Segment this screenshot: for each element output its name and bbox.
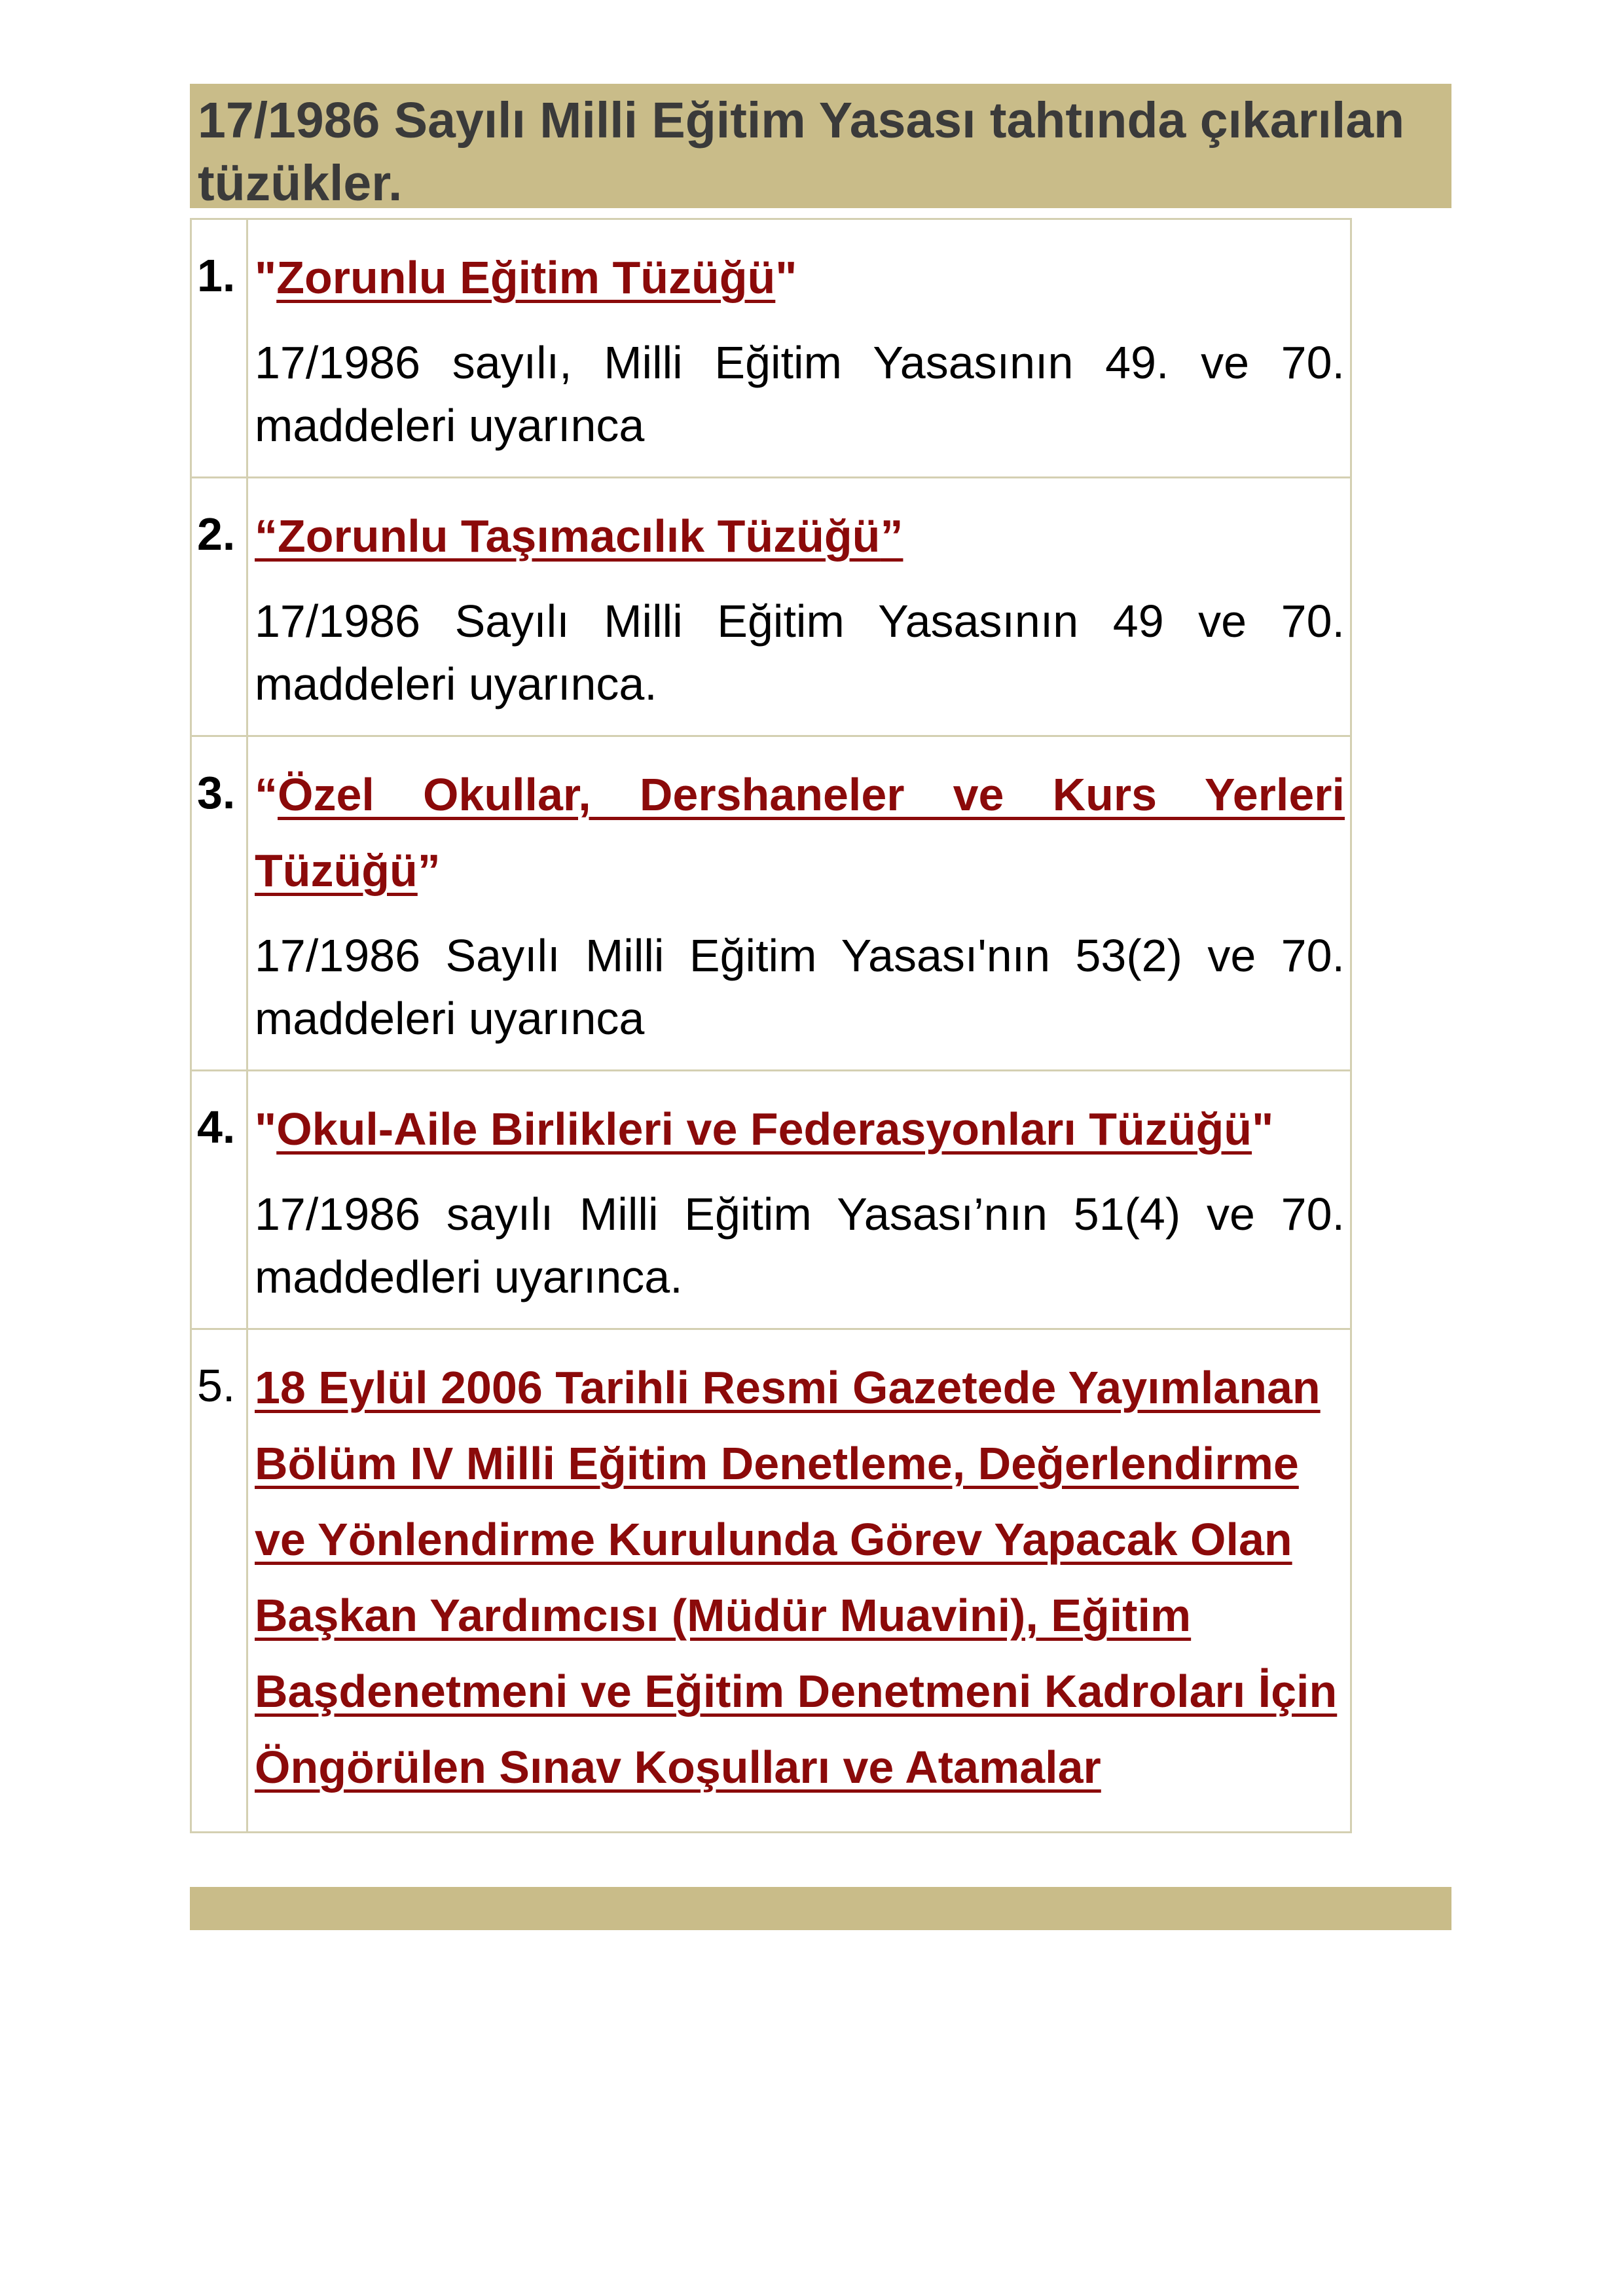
header-band: [190, 84, 1451, 211]
open-quote: “: [255, 769, 278, 820]
rule-description: 17/1986 Sayılı Milli Eğitim Yasasının 49 ve 70. maddeleri uyarınca.: [255, 596, 1345, 709]
open-quote: ": [255, 1103, 277, 1155]
rule-description: 17/1986 sayılı Milli Eğitim Yasası’nın 51(4) ve 70. maddedleri uyarınca.: [255, 1189, 1345, 1302]
row-number: 2.: [191, 478, 247, 736]
row-content: [247, 478, 1351, 736]
row-content: [247, 219, 1351, 478]
rule-link-zorunlu-egitim[interactable]: Zorunlu Eğitim Tüzüğü: [276, 252, 776, 303]
rule-link-zorunlu-tasimacilik[interactable]: [255, 511, 903, 562]
open-quote: “: [255, 511, 278, 562]
footer-band: [190, 1887, 1451, 1930]
table-row: [191, 478, 1351, 736]
table-row: [191, 1329, 1351, 1833]
close-quote: ”: [880, 511, 903, 562]
close-quote: ": [775, 252, 797, 303]
table-row: [191, 219, 1351, 478]
table-row: [191, 736, 1351, 1071]
table-row: [191, 1071, 1351, 1329]
rules-table: [190, 218, 1352, 1833]
rule-description: 17/1986 Sayılı Milli Eğitim Yasası'nın 53(2) ve 70. maddeleri uyarınca: [255, 930, 1345, 1044]
row-content: [247, 1329, 1351, 1833]
rule-link-ozel-okullar[interactable]: Özel Okullar, Dershaneler ve Kurs Yerleri Tüzüğü: [255, 769, 1345, 896]
rule-description: 17/1986 sayılı, Milli Eğitim Yasasının 49. ve 70. maddeleri uyarınca: [255, 337, 1345, 451]
close-quote: ”: [417, 845, 441, 896]
open-quote: ": [255, 252, 277, 303]
page-title: 17/1986 Sayılı Milli Eğitim Yasası tahtında çıkarılan tüzükler.: [198, 92, 1405, 211]
row-number: 5.: [191, 1329, 247, 1833]
rule-title: Zorunlu Taşımacılık Tüzüğü: [278, 511, 881, 562]
row-number: 1.: [191, 219, 247, 478]
rule-link-denetleme-kurulu[interactable]: 18 Eylül 2006 Tarihli Resmi Gazetede Yayımlanan Bölüm IV Milli Eğitim Denetleme, Değerlendirme ve Yönlendirme Kurulunda Görev Yapacak Olan Başkan Yardımcısı (Müdür Muavini), Eğitim Başdenetmeni ve Eğitim Denetmeni Kadroları İçin Öngörülen Sınav Koşulları ve Atamalar: [255, 1362, 1338, 1793]
rule-link-okul-aile[interactable]: Okul-Aile Birlikleri ve Federasyonları Tüzüğü: [276, 1103, 1252, 1155]
row-content: [247, 1071, 1351, 1329]
row-content: [247, 736, 1351, 1071]
close-quote: ": [1252, 1103, 1274, 1155]
row-number: 4.: [191, 1071, 247, 1329]
row-number: 3.: [191, 736, 247, 1071]
